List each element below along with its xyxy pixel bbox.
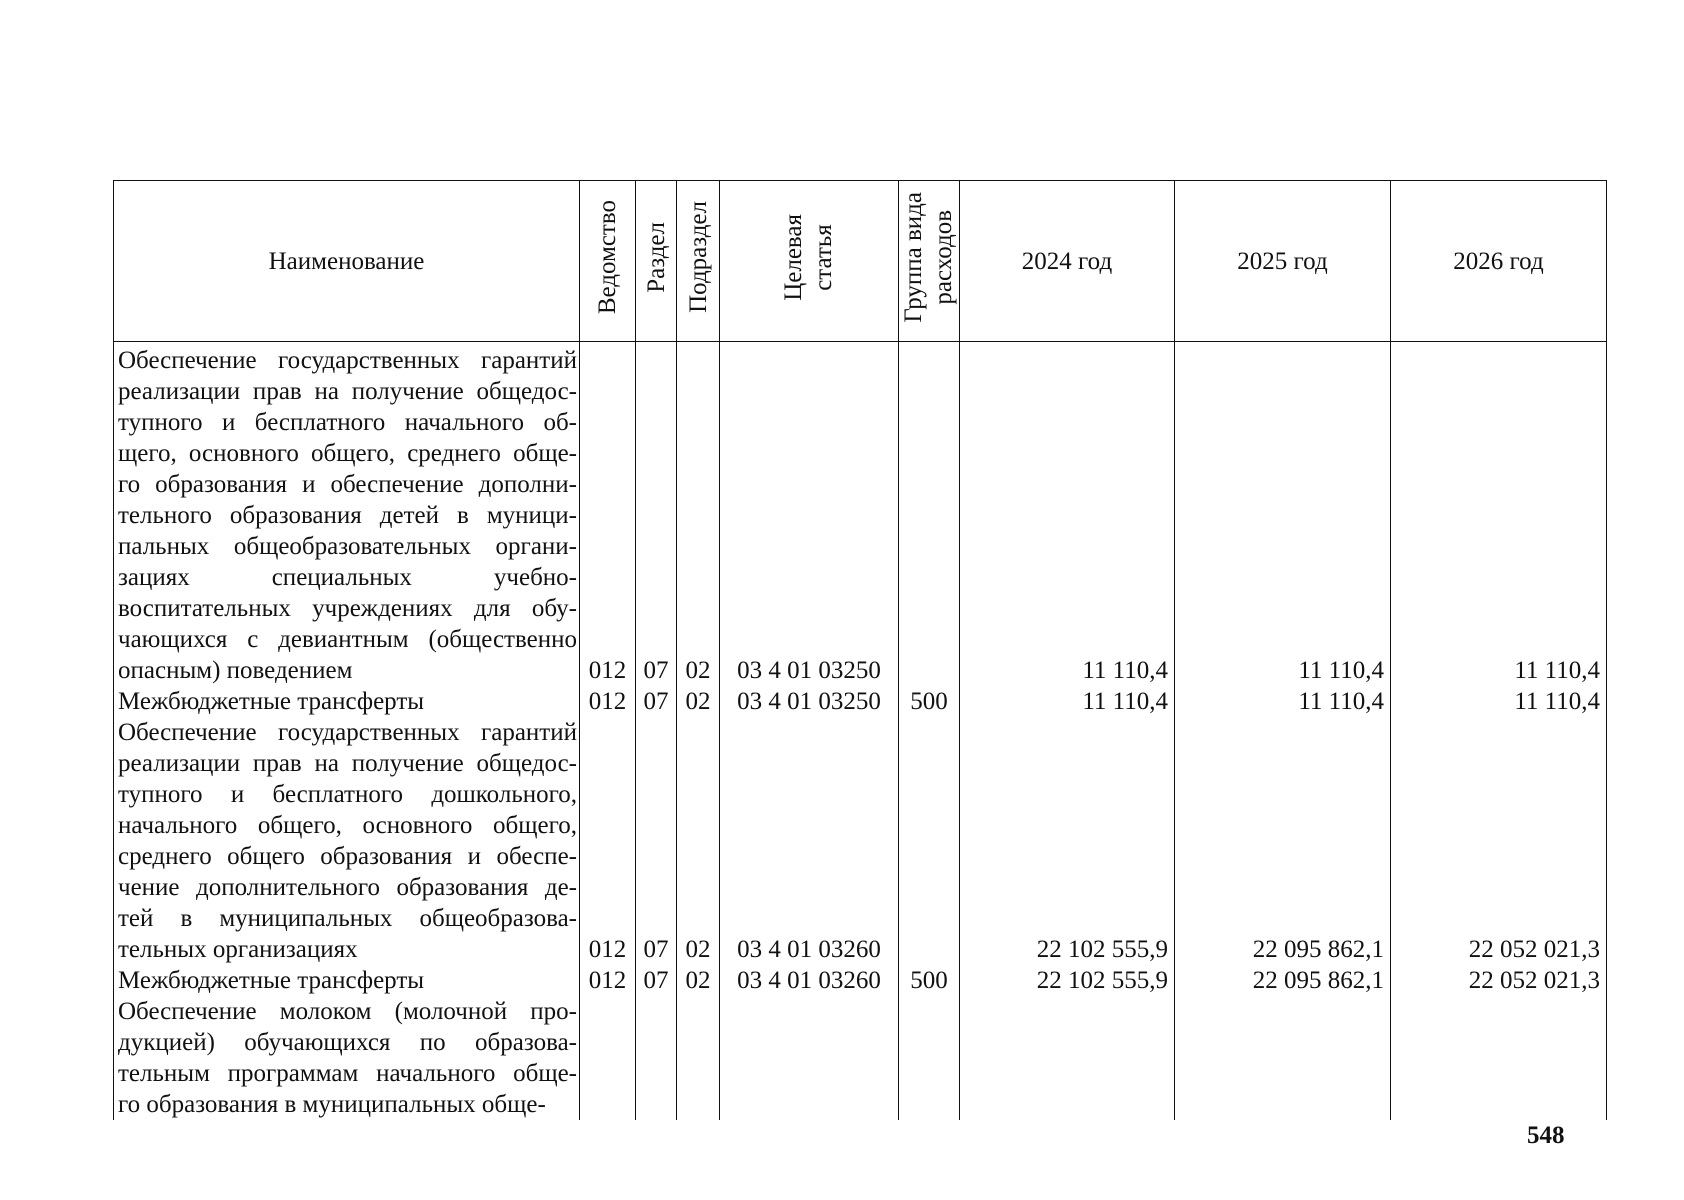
name-text-line: реализации прав на получение общедос-: [118, 378, 577, 405]
empty-line: [580, 500, 635, 531]
subsection-column: [677, 342, 720, 1121]
header-subsection: Подраздел: [677, 181, 720, 342]
empty-line: [899, 1027, 959, 1058]
header-ministry: Ведомство: [580, 181, 636, 342]
empty-line: [899, 500, 959, 531]
empty-line: [899, 624, 959, 655]
header-name: Наименование: [114, 181, 580, 342]
empty-line: [677, 903, 719, 934]
empty-line: [636, 810, 676, 841]
empty-line: [677, 779, 719, 810]
empty-line: [636, 438, 676, 469]
empty-line: [960, 407, 1174, 438]
empty-line: [1175, 1058, 1390, 1089]
empty-line: [636, 1089, 676, 1120]
empty-line: [720, 810, 898, 841]
empty-line: [960, 376, 1174, 407]
empty-line: [960, 903, 1174, 934]
name-text-line: тупного и бесплатного начального об-: [118, 409, 577, 436]
name-text-line: тельным программам начального обще-: [118, 1060, 577, 1087]
year-2026-column: [1391, 342, 1607, 1121]
empty-line: [580, 717, 635, 748]
name-column: [114, 342, 580, 1121]
empty-line: [1175, 562, 1390, 593]
empty-line: [960, 717, 1174, 748]
name-text-line: опасным) поведением: [118, 657, 353, 684]
empty-line: [1391, 531, 1606, 562]
empty-line: [636, 872, 676, 903]
ministry-column: [580, 342, 636, 1121]
empty-line: [720, 779, 898, 810]
name-text-line: го образования и обеспечение дополни-: [118, 471, 577, 498]
empty-line: [1175, 345, 1390, 376]
empty-line: [677, 996, 719, 1027]
empty-line: [580, 903, 635, 934]
name-text-line: го образования в муниципальных обще-: [118, 1091, 546, 1118]
empty-line: [899, 655, 959, 686]
empty-line: [580, 996, 635, 1027]
empty-line: [960, 345, 1174, 376]
cell-subsection: 02: [685, 657, 711, 684]
empty-line: [960, 1089, 1174, 1120]
empty-line: [580, 376, 635, 407]
header-expense-group: Группа вида расходов: [899, 181, 960, 342]
expense-group-column: [899, 342, 960, 1121]
empty-line: [960, 996, 1174, 1027]
cell-year-2025: 11 110,4: [1298, 657, 1384, 684]
empty-line: [1391, 593, 1606, 624]
empty-line: [1391, 810, 1606, 841]
year-2025-column: [1175, 342, 1391, 1121]
empty-line: [636, 779, 676, 810]
header-year-2026: 2026 год: [1391, 181, 1607, 342]
empty-line: [720, 841, 898, 872]
empty-line: [720, 531, 898, 562]
empty-line: [899, 717, 959, 748]
name-text-line: Межбюджетные трансферты: [118, 967, 425, 994]
empty-line: [636, 624, 676, 655]
empty-line: [1391, 624, 1606, 655]
empty-line: [899, 562, 959, 593]
empty-line: [580, 562, 635, 593]
empty-line: [580, 407, 635, 438]
empty-line: [580, 593, 635, 624]
empty-line: [636, 717, 676, 748]
empty-line: [1391, 872, 1606, 903]
empty-line: [677, 1089, 719, 1120]
empty-line: [899, 872, 959, 903]
empty-line: [636, 531, 676, 562]
empty-line: [960, 748, 1174, 779]
empty-line: [580, 810, 635, 841]
empty-line: [677, 841, 719, 872]
name-text-line: тей в муниципальных общеобразова-: [118, 905, 577, 932]
empty-line: [677, 376, 719, 407]
empty-line: [1175, 903, 1390, 934]
empty-line: [1391, 407, 1606, 438]
target-article-column: [720, 342, 899, 1121]
cell-section: 07: [643, 688, 669, 715]
name-text-line: тельного образования детей в муници-: [118, 502, 577, 529]
empty-line: [636, 562, 676, 593]
empty-line: [1175, 996, 1390, 1027]
empty-line: [1175, 872, 1390, 903]
name-text-line: зациях специальных учебно-: [118, 564, 577, 591]
empty-line: [1391, 1027, 1606, 1058]
empty-line: [580, 841, 635, 872]
empty-line: [1175, 1027, 1390, 1058]
name-text-line: тельных организациях: [118, 936, 358, 963]
empty-line: [636, 593, 676, 624]
empty-line: [720, 996, 898, 1027]
empty-line: [720, 1089, 898, 1120]
cell-ministryear-: 012: [588, 967, 627, 994]
empty-line: [1175, 748, 1390, 779]
empty-line: [677, 407, 719, 438]
empty-line: [960, 500, 1174, 531]
empty-line: [1391, 1089, 1606, 1120]
empty-line: [1391, 903, 1606, 934]
cell-group: 500: [910, 688, 948, 715]
name-text-line: чение дополнительного образования де-: [118, 874, 577, 901]
cell-target: 03 4 01 03260: [737, 967, 881, 994]
empty-line: [636, 407, 676, 438]
empty-line: [1175, 1089, 1390, 1120]
empty-line: [720, 376, 898, 407]
name-text-line: пальных общеобразовательных органи-: [118, 533, 577, 560]
empty-line: [677, 717, 719, 748]
empty-line: [677, 593, 719, 624]
empty-line: [720, 469, 898, 500]
cell-target: 03 4 01 03250: [737, 688, 881, 715]
empty-line: [677, 438, 719, 469]
cell-group: 500: [910, 967, 948, 994]
empty-line: [899, 376, 959, 407]
empty-line: [636, 345, 676, 376]
empty-line: [899, 934, 959, 965]
cell-subsection: 02: [685, 688, 711, 715]
empty-line: [899, 841, 959, 872]
empty-line: [960, 438, 1174, 469]
empty-line: [636, 500, 676, 531]
empty-line: [899, 779, 959, 810]
empty-line: [636, 841, 676, 872]
cell-target: 03 4 01 03250: [737, 657, 881, 684]
cell-ministryear-: 012: [588, 936, 627, 963]
empty-line: [960, 469, 1174, 500]
empty-line: [1175, 810, 1390, 841]
empty-line: [580, 872, 635, 903]
empty-line: [677, 748, 719, 779]
empty-line: [677, 531, 719, 562]
empty-line: [720, 872, 898, 903]
year-2024-column: [960, 342, 1175, 1121]
empty-line: [677, 872, 719, 903]
empty-line: [960, 872, 1174, 903]
empty-line: [720, 562, 898, 593]
empty-line: [1175, 624, 1390, 655]
cell-section: 07: [643, 936, 669, 963]
empty-line: [677, 562, 719, 593]
empty-line: [960, 1027, 1174, 1058]
empty-line: [580, 531, 635, 562]
header-target-article: Целевая статья: [720, 181, 899, 342]
empty-line: [960, 531, 1174, 562]
empty-line: [636, 748, 676, 779]
empty-line: [960, 779, 1174, 810]
empty-line: [899, 407, 959, 438]
empty-line: [1391, 996, 1606, 1027]
empty-line: [1391, 779, 1606, 810]
empty-line: [1391, 748, 1606, 779]
empty-line: [636, 996, 676, 1027]
empty-line: [899, 469, 959, 500]
empty-line: [677, 469, 719, 500]
empty-line: [1391, 376, 1606, 407]
empty-line: [1175, 376, 1390, 407]
empty-line: [1175, 841, 1390, 872]
empty-line: [677, 1058, 719, 1089]
empty-line: [580, 1058, 635, 1089]
name-text-line: начального общего, основного общего,: [118, 812, 577, 839]
empty-line: [899, 1089, 959, 1120]
empty-line: [580, 345, 635, 376]
cell-ministryear-: 012: [588, 688, 627, 715]
cell-section: 07: [643, 657, 669, 684]
empty-line: [720, 407, 898, 438]
empty-line: [960, 562, 1174, 593]
empty-line: [580, 1027, 635, 1058]
empty-line: [1175, 717, 1390, 748]
cell-year-2026: 22 052 021,3: [1468, 967, 1600, 994]
table-header-row: [114, 181, 1607, 342]
cell-ministryear-: 012: [588, 657, 627, 684]
section-column: [636, 342, 677, 1121]
cell-subsection: 02: [685, 936, 711, 963]
empty-line: [720, 593, 898, 624]
cell-year-2024: 22 102 555,9: [1036, 967, 1168, 994]
empty-line: [1391, 345, 1606, 376]
cell-year-2026: 22 052 021,3: [1468, 936, 1600, 963]
empty-line: [1391, 841, 1606, 872]
empty-line: [720, 717, 898, 748]
name-text-line: реализации прав на получение общедос-: [118, 750, 577, 777]
empty-line: [960, 593, 1174, 624]
empty-line: [580, 779, 635, 810]
empty-line: [1391, 469, 1606, 500]
empty-line: [1175, 779, 1390, 810]
name-text-line: Обеспечение государственных гарантий: [118, 719, 577, 746]
cell-section: 07: [643, 967, 669, 994]
empty-line: [636, 469, 676, 500]
empty-line: [636, 376, 676, 407]
name-text-line: тупного и бесплатного дошкольного,: [118, 781, 577, 808]
header-section: Раздел: [636, 181, 677, 342]
empty-line: [1391, 500, 1606, 531]
name-text-line: воспитательных учреждениях для обу-: [118, 595, 577, 622]
empty-line: [899, 593, 959, 624]
empty-line: [1391, 562, 1606, 593]
empty-line: [899, 810, 959, 841]
page-number: 548: [1527, 1122, 1565, 1149]
cell-year-2026: 11 110,4: [1514, 657, 1600, 684]
cell-subsection: 02: [685, 967, 711, 994]
empty-line: [580, 469, 635, 500]
budget-table: [113, 180, 1607, 1120]
empty-line: [1175, 438, 1390, 469]
header-year-2025: 2025 год: [1175, 181, 1391, 342]
empty-line: [636, 1027, 676, 1058]
empty-line: [636, 903, 676, 934]
empty-line: [960, 841, 1174, 872]
cell-year-2024: 22 102 555,9: [1036, 936, 1168, 963]
cell-year-2025: 22 095 862,1: [1252, 936, 1384, 963]
empty-line: [960, 810, 1174, 841]
empty-line: [720, 1058, 898, 1089]
empty-line: [677, 345, 719, 376]
empty-line: [720, 438, 898, 469]
empty-line: [720, 1027, 898, 1058]
empty-line: [899, 531, 959, 562]
empty-line: [960, 1058, 1174, 1089]
empty-line: [899, 748, 959, 779]
empty-line: [720, 624, 898, 655]
cell-target: 03 4 01 03260: [737, 936, 881, 963]
empty-line: [580, 438, 635, 469]
name-text-line: Обеспечение молоком (молочной про-: [118, 998, 577, 1025]
empty-line: [1175, 469, 1390, 500]
cell-year-2024: 11 110,4: [1082, 688, 1168, 715]
empty-line: [899, 996, 959, 1027]
cell-year-2025: 11 110,4: [1298, 688, 1384, 715]
empty-line: [720, 500, 898, 531]
empty-line: [1391, 1058, 1606, 1089]
name-text-line: Обеспечение государственных гарантий: [118, 347, 577, 374]
empty-line: [1175, 531, 1390, 562]
empty-line: [720, 748, 898, 779]
name-text-line: щего, основного общего, среднего обще-: [118, 440, 577, 467]
empty-line: [1391, 438, 1606, 469]
empty-line: [580, 624, 635, 655]
empty-line: [580, 1089, 635, 1120]
empty-line: [1175, 500, 1390, 531]
empty-line: [720, 345, 898, 376]
name-text-line: среднего общего образования и обеспе-: [118, 843, 577, 870]
empty-line: [677, 500, 719, 531]
name-text-line: Межбюджетные трансферты: [118, 688, 425, 715]
empty-line: [899, 903, 959, 934]
empty-line: [677, 810, 719, 841]
cell-year-2025: 22 095 862,1: [1252, 967, 1384, 994]
cell-year-2024: 11 110,4: [1082, 657, 1168, 684]
empty-line: [677, 1027, 719, 1058]
table-body-row: [114, 342, 1607, 1121]
empty-line: [720, 903, 898, 934]
empty-line: [636, 1058, 676, 1089]
name-text-line: чающихся с девиантным (общественно: [118, 626, 577, 653]
name-text-line: дукцией) обучающихся по образова-: [118, 1029, 577, 1056]
empty-line: [1175, 407, 1390, 438]
empty-line: [677, 624, 719, 655]
empty-line: [899, 345, 959, 376]
cell-year-2026: 11 110,4: [1514, 688, 1600, 715]
empty-line: [899, 1058, 959, 1089]
empty-line: [899, 438, 959, 469]
empty-line: [1391, 717, 1606, 748]
header-year-2024: 2024 год: [960, 181, 1175, 342]
empty-line: [960, 624, 1174, 655]
empty-line: [1175, 593, 1390, 624]
empty-line: [580, 748, 635, 779]
